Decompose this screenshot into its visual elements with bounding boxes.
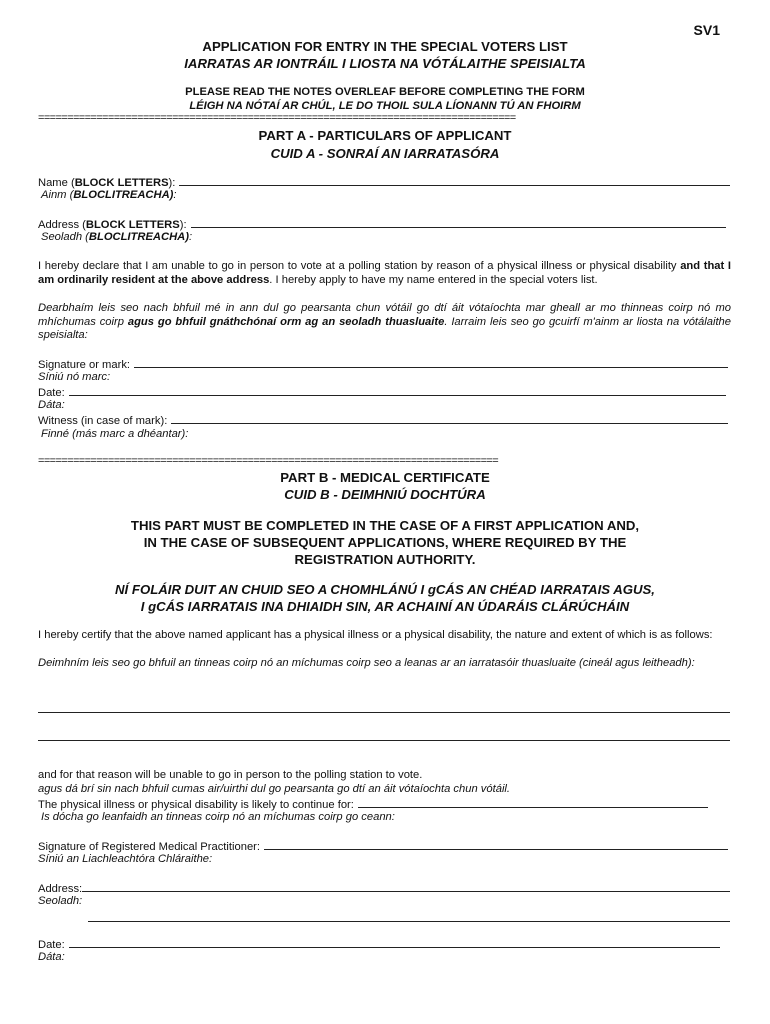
certify-en: I hereby certify that the above named applicant has a physical illness or a physical disability, the nature and extent of which is as follows: <box>38 629 713 641</box>
form-title-ga: IARRATAS AR IONTRÁIL I LIOSTA NA VÓTÁLAITHE SPEISIALTA <box>184 56 586 71</box>
practitioner-date-field[interactable] <box>38 937 720 951</box>
condition-input-line-2[interactable] <box>38 739 730 741</box>
part-b-heading-en: PART B - MEDICAL CERTIFICATE <box>280 470 490 485</box>
duration-label-en: The physical illness or physical disability is likely to continue for: <box>38 799 354 811</box>
witness-label-en: Witness (in case of mark): <box>38 415 168 427</box>
practitioner-date-label-ga: Dáta: <box>38 951 65 963</box>
applicant-name-field[interactable] <box>38 175 730 189</box>
separator-part-b: =============================================================================== <box>38 455 499 467</box>
practitioner-address-label-en: Address: <box>38 883 83 895</box>
certify-ga: Deimhním leis seo go bhfuil an tinneas coirp nó an míchumas coirp seo a leanas ar an iarratasóir thuasluaite (cineál agus leitheadh): <box>38 657 695 669</box>
name-label-en: Name (BLOCK LETTERS): <box>38 177 176 189</box>
signature-field[interactable] <box>38 357 728 371</box>
duration-field[interactable] <box>38 797 708 811</box>
instruction-en-line-1: THIS PART MUST BE COMPLETED IN THE CASE OF A FIRST APPLICATION AND, <box>130 518 640 533</box>
reason-ga: agus dá brí sin nach bhfuil cumas air/uirthi dul go pearsanta go dtí an áit vótaíochta chun vótáil. <box>38 783 511 795</box>
signature-input-line[interactable] <box>134 357 728 368</box>
notes-instruction-ga: LÉIGH NA NÓTAÍ AR CHÚL, LE DO THOIL SULA LÍONANN TÚ AN FHOIRM <box>189 100 581 112</box>
part-a-heading-ga: CUID A - SONRAÍ AN IARRATASÓRA <box>270 146 500 161</box>
practitioner-label-en: Signature of Registered Medical Practitioner: <box>38 841 260 853</box>
address-input-line[interactable] <box>191 217 726 228</box>
form-code: SV1 <box>693 22 720 38</box>
signature-label-ga: Síniú nó marc: <box>38 371 111 383</box>
address-label-en: Address (BLOCK LETTERS): <box>38 219 187 231</box>
practitioner-address-label-ga: Seoladh: <box>38 895 83 907</box>
duration-input-line[interactable] <box>358 797 708 808</box>
witness-input-line[interactable] <box>171 413 728 424</box>
practitioner-address-line-2[interactable] <box>88 920 730 922</box>
reason-en: and for that reason will be unable to go in person to the polling station to vote. <box>38 769 423 781</box>
date-label-ga: Dáta: <box>38 399 65 411</box>
witness-field[interactable] <box>38 413 728 427</box>
date-label-en: Date: <box>38 387 65 399</box>
notes-instruction-en: PLEASE READ THE NOTES OVERLEAF BEFORE COMPLETING THE FORM <box>185 86 585 98</box>
instruction-en-line-2: IN THE CASE OF SUBSEQUENT APPLICATIONS, WHERE REQUIRED BY THE <box>143 535 627 550</box>
witness-label-ga: Finné (más marc a dhéantar): <box>41 428 189 440</box>
practitioner-signature-line[interactable] <box>264 839 728 850</box>
part-a-heading-en: PART A - PARTICULARS OF APPLICANT <box>258 128 512 143</box>
duration-label-ga: Is dócha go leanfaidh an tinneas coirp nó an míchumas coirp go ceann: <box>41 811 395 823</box>
form-title-en: APPLICATION FOR ENTRY IN THE SPECIAL VOTERS LIST <box>202 39 568 54</box>
practitioner-signature-field[interactable] <box>38 839 728 853</box>
instruction-ga-line-1: NÍ FOLÁIR DUIT AN CHUID SEO A CHOMHLÁNÚ I gCÁS AN CHÉAD IARRATAIS AGUS, <box>115 582 655 597</box>
name-label-ga: Ainm (BLOCLITREACHA): <box>41 189 177 201</box>
address-label-ga: Seoladh (BLOCLITREACHA): <box>41 231 193 243</box>
name-input-line[interactable] <box>179 175 730 186</box>
instruction-en-line-3: REGISTRATION AUTHORITY. <box>294 552 476 567</box>
condition-input-line-1[interactable] <box>38 711 730 713</box>
declaration-en: I hereby declare that I am unable to go in person to vote at a polling station by reason of a physical illness or physical disability and that I am ordinarily resident at the above address. I hereby apply to have my name entered in the special voters list. <box>38 260 731 286</box>
signature-label-en: Signature or mark: <box>38 359 131 371</box>
practitioner-address-line-1[interactable] <box>82 881 730 892</box>
date-field[interactable] <box>38 385 726 399</box>
declaration-ga: Dearbhaím leis seo nach bhfuil mé in ann dul go pearsanta chun vótáil go dtí áit vótaíochta mar gheall ar mo thinneas coirp nó mo mhíchumas coirp agus go bhfuil gnáthchónaí orm ag an seoladh thuasluaite. Iarraim leis seo go gcuirfí m'ainm ar liosta na vótálaithe speisialta: <box>38 302 731 342</box>
practitioner-address-field[interactable] <box>38 881 730 895</box>
practitioner-date-line[interactable] <box>69 937 720 948</box>
practitioner-label-ga: Síniú an Liachleachtóra Chláraithe: <box>38 853 213 865</box>
separator-top: ================================================================================== <box>38 112 516 124</box>
part-b-heading-ga: CUID B - DEIMHNIÚ DOCHTÚRA <box>284 487 486 502</box>
practitioner-date-label-en: Date: <box>38 939 65 951</box>
date-input-line[interactable] <box>69 385 726 396</box>
instruction-ga-line-2: I gCÁS IARRATAIS INA DHIAIDH SIN, AR ACHAINÍ AN ÚDARÁIS CLÁRÚCHÁIN <box>140 599 630 614</box>
applicant-address-field[interactable] <box>38 217 726 231</box>
